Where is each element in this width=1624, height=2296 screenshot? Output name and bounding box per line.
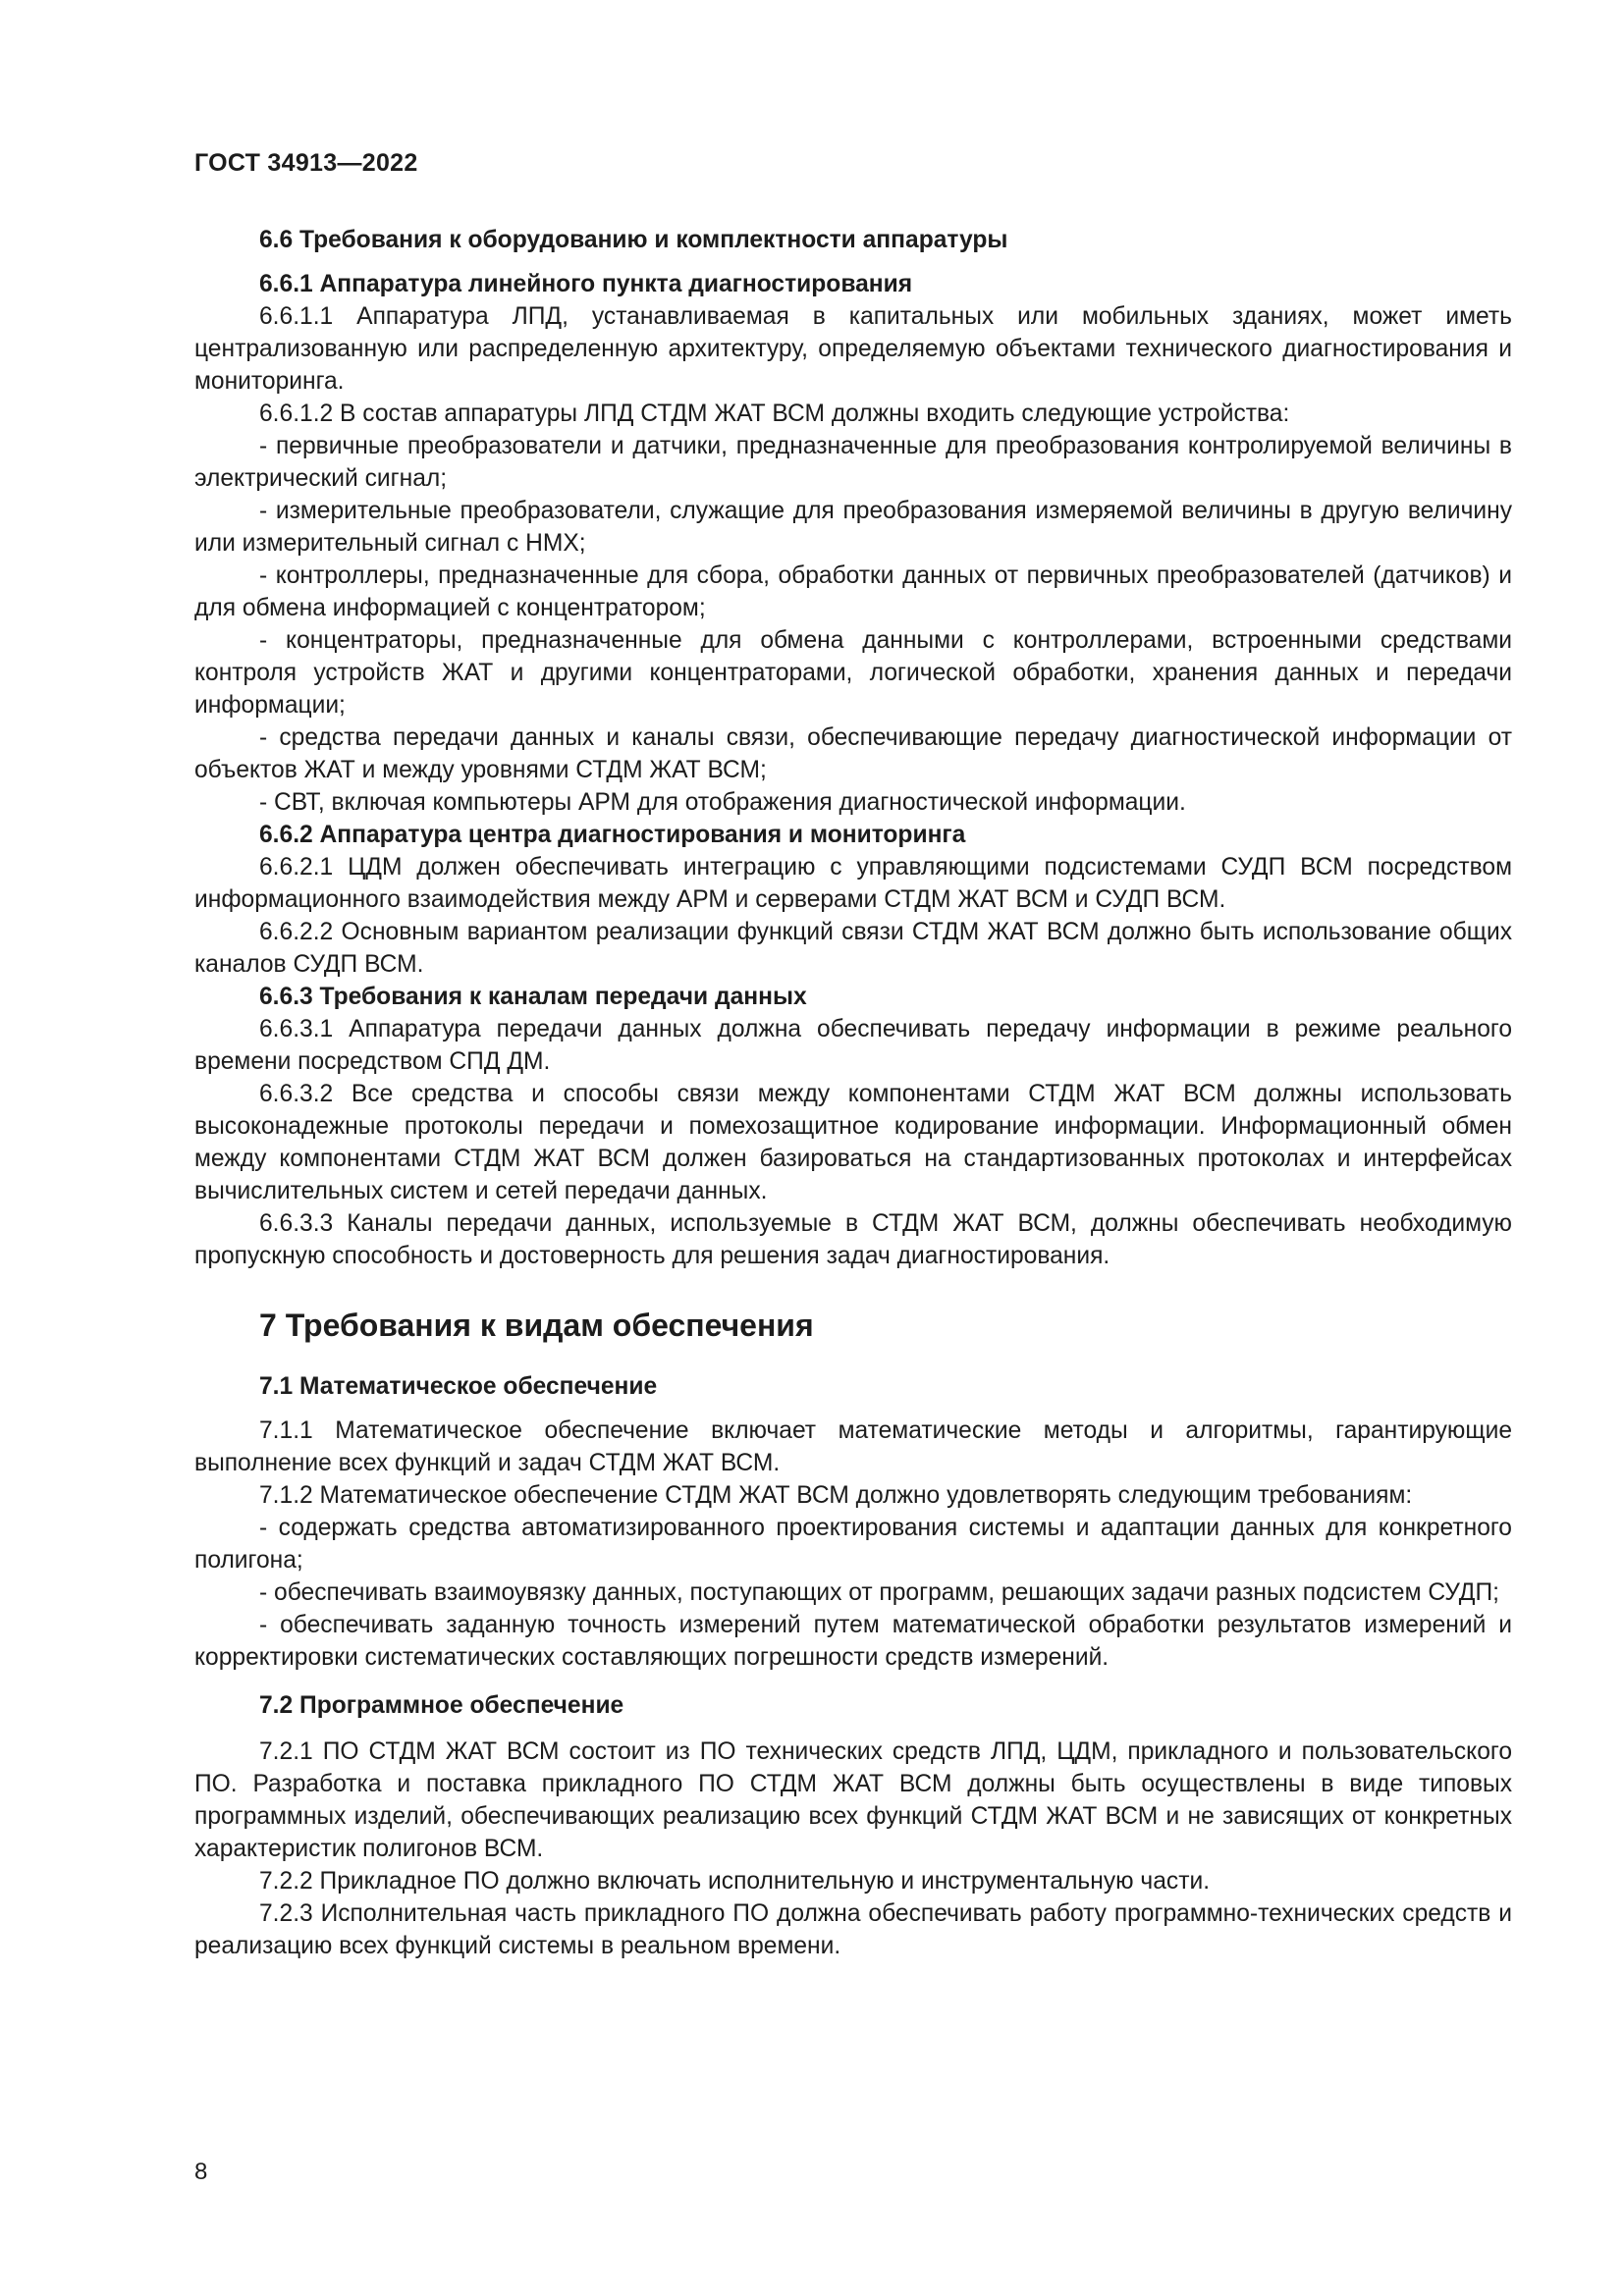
paragraph-7-2-2: 7.2.2 Прикладное ПО должно включать исполнительную и инструментальную части. (259, 1868, 1211, 1895)
document-code: ГОСТ 34913—2022 (194, 149, 418, 177)
list-item: - концентраторы, предназначенные для обмена данными с контроллерами, встроенными средствами контроля устройств ЖАТ и другими концентраторами, логической обработки, хранения данных и передачи информации; (194, 627, 1512, 719)
paragraph-7-2-3: 7.2.3 Исполнительная часть прикладного ПО должна обеспечивать работу программно-технических средств и реализацию всех функций системы в реальном времени. (194, 1900, 1512, 1959)
section-heading-7-2: 7.2 Программное обеспечение (259, 1692, 624, 1719)
list-item: - первичные преобразователи и датчики, предназначенные для преобразования контролируемой величины в электрический сигнал; (194, 433, 1512, 492)
paragraph-6-6-3-2: 6.6.3.2 Все средства и способы связи между компонентами СТДМ ЖАТ ВСМ должны использовать высоконадежные протоколы передачи и помехозащитное кодирование информации. Информационный обмен между компонентами СТДМ ЖАТ ВСМ должен базироваться на стандартизованных протоколах и интерфейсах вычислительных систем и сетей передачи данных. (194, 1081, 1512, 1204)
paragraph-6-6-2-2: 6.6.2.2 Основным вариантом реализации функций связи СТДМ ЖАТ ВСМ должно быть использование общих каналов СУДП ВСМ. (194, 919, 1512, 978)
list-item: - СВТ, включая компьютеры АРМ для отображения диагностической информации. (259, 789, 1186, 816)
chapter-heading-7: 7 Требования к видам обеспечения (259, 1308, 814, 1343)
paragraph-7-1-2: 7.1.2 Математическое обеспечение СТДМ ЖАТ ВСМ должно удовлетворять следующим требованиям: (259, 1482, 1413, 1509)
list-item: - обеспечивать взаимоувязку данных, поступающих от программ, решающих задачи разных подсистем СУДП; (259, 1579, 1499, 1606)
section-heading-7-1: 7.1 Математическое обеспечение (259, 1373, 658, 1400)
list-item: - контроллеры, предназначенные для сбора, обработки данных от первичных преобразователей (датчиков) и для обмена информацией с концентратором; (194, 562, 1512, 621)
page-number: 8 (194, 2159, 208, 2185)
list-item: - средства передачи данных и каналы связи, обеспечивающие передачу диагностической информации от объектов ЖАТ и между уровнями СТДМ ЖАТ ВСМ; (194, 724, 1512, 783)
section-heading-6-6-3: 6.6.3 Требования к каналам передачи данных (259, 984, 807, 1010)
list-item: - содержать средства автоматизированного проектирования системы и адаптации данных для конкретного полигона; (194, 1515, 1512, 1574)
section-heading-6-6-2: 6.6.2 Аппаратура центра диагностирования и мониторинга (259, 822, 966, 848)
paragraph-7-1-1: 7.1.1 Математическое обеспечение включает математические методы и алгоритмы, гарантирующие выполнение всех функций и задач СТДМ ЖАТ ВСМ. (194, 1417, 1512, 1476)
paragraph-6-6-2-1: 6.6.2.1 ЦДМ должен обеспечивать интеграцию с управляющими подсистемами СУДП ВСМ посредством информационного взаимодействия между АРМ и серверами СТДМ ЖАТ ВСМ и СУДП ВСМ. (194, 854, 1512, 913)
paragraph-6-6-1-1: 6.6.1.1 Аппаратура ЛПД, устанавливаемая в капитальных или мобильных зданиях, может иметь централизованную или распределенную архитектуру, определяемую объектами технического диагностирования и мониторинга. (194, 303, 1512, 395)
section-heading-6-6: 6.6 Требования к оборудованию и комплектности аппаратуры (259, 227, 1008, 253)
list-item: - обеспечивать заданную точность измерений путем математической обработки результатов измерений и корректировки систематических составляющих погрешности средств измерений. (194, 1612, 1512, 1671)
page-content (194, 224, 1512, 1962)
list-item: - измерительные преобразователи, служащие для преобразования измеряемой величины в другую величину или измерительный сигнал с НМХ; (194, 498, 1512, 557)
paragraph-7-2-1: 7.2.1 ПО СТДМ ЖАТ ВСМ состоит из ПО технических средств ЛПД, ЦДМ, прикладного и пользовательского ПО. Разработка и поставка прикладного ПО СТДМ ЖАТ ВСМ должны быть осуществлены в виде типовых программных изделий, обеспечивающих реализацию всех функций СТДМ ЖАТ ВСМ и не зависящих от конкретных характеристик полигонов ВСМ. (194, 1738, 1512, 1862)
paragraph-6-6-3-3: 6.6.3.3 Каналы передачи данных, используемые в СТДМ ЖАТ ВСМ, должны обеспечивать необходимую пропускную способность и достоверность для решения задач диагностирования. (194, 1210, 1512, 1269)
paragraph-6-6-3-1: 6.6.3.1 Аппаратура передачи данных должна обеспечивать передачу информации в режиме реального времени посредством СПД ДМ. (194, 1016, 1512, 1075)
section-heading-6-6-1: 6.6.1 Аппаратура линейного пункта диагностирования (259, 271, 913, 297)
paragraph-6-6-1-2: 6.6.1.2 В состав аппаратуры ЛПД СТДМ ЖАТ ВСМ должны входить следующие устройства: (259, 400, 1290, 427)
